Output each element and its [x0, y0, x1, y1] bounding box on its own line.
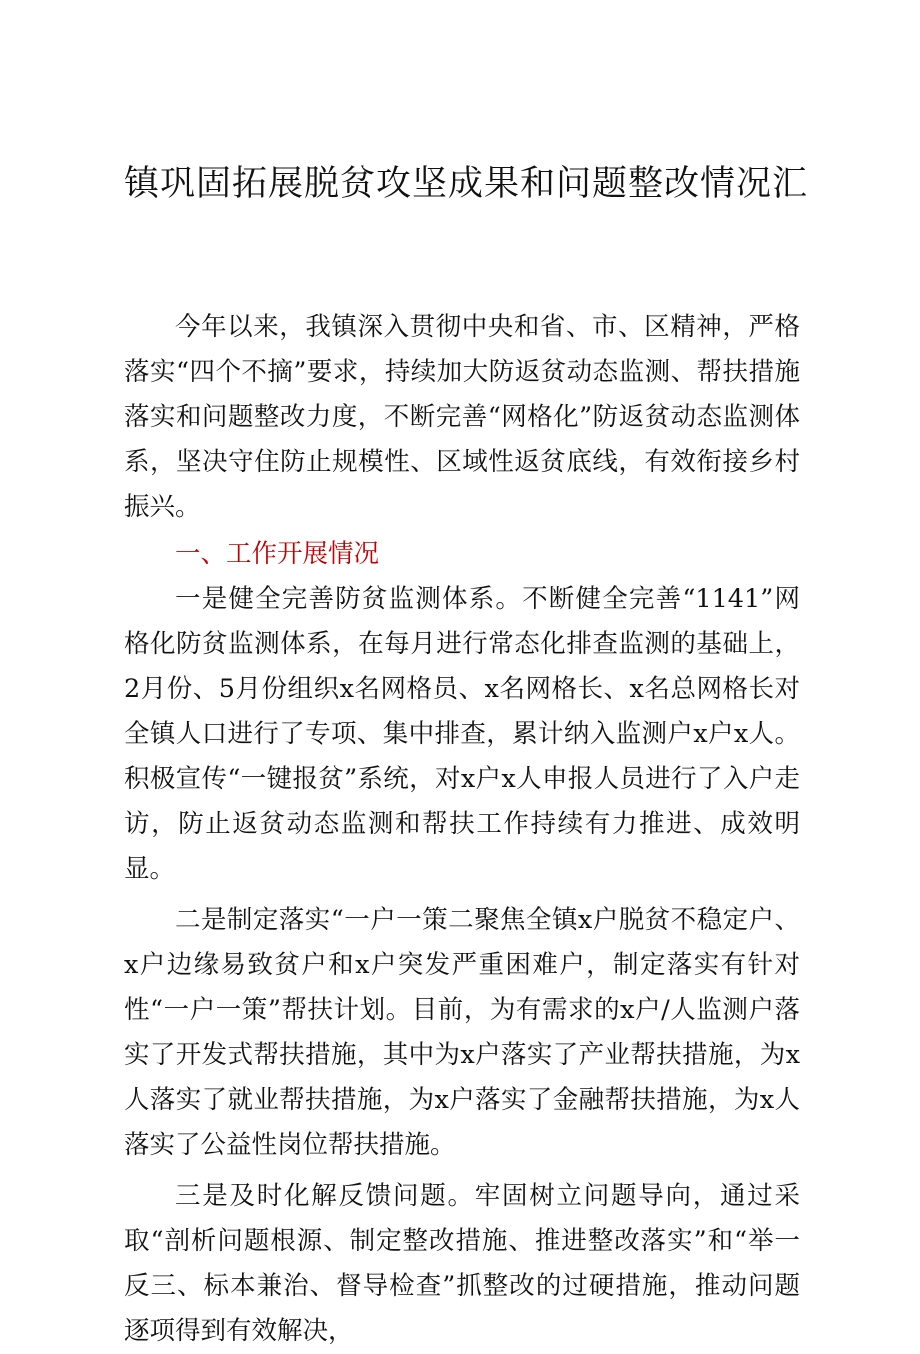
paragraph-one-household-one-policy: 二是制定落实“一户一策二聚焦全镇x户脱贫不稳定户、x户边缘易致贫户和x户突发严重困难户，制定落实有针对性“一户一策”帮扶计划。目前，为有需求的x户/人监测户落实了开发式帮扶措施，其中为x户落实了产业帮扶措施，为x人落实了就业帮扶措施，为x户落实了金融帮扶措施，为x人落实了公益性岗位帮扶措施。 — [124, 905, 800, 1160]
document-title: 镇巩固拓展脱贫攻坚成果和问题整改情况汇 — [124, 164, 809, 204]
section-heading-work-progress: 一、工作开展情况 — [175, 539, 380, 569]
paragraph-monitoring-system: 一是健全完善防贫监测体系。不断健全完善“1141”网格化防贫监测体系，在每月进行常态化排查监测的基础上，2月份、5月份组织x名网格员、x名网格长、x名总网格长对全镇人口进行了专项、集中排查，累计纳入监测户x户x人。积极宣传“一键报贫”系统，对x户x人申报人员进行了入户走访，防止返贫动态监测和帮扶工作持续有力推进、成效明显。 — [124, 584, 800, 884]
paragraph-resolve-feedback-issues: 三是及时化解反馈问题。牢固树立问题导向，通过采取“剖析问题根源、制定整改措施、推进整改落实”和“举一反三、标本兼治、督导检查”抓整改的过硬措施，推动问题逐项得到有效解决， — [124, 1181, 800, 1346]
intro-paragraph: 今年以来，我镇深入贯彻中央和省、市、区精神，严格落实“四个不摘”要求，持续加大防返贫动态监测、帮扶措施落实和问题整改力度，不断完善“网格化”防返贫动态监测体系，坚决守住防止规模性、区域性返贫底线，有效衔接乡村振兴。 — [124, 312, 800, 522]
document-body — [124, 305, 800, 1354]
